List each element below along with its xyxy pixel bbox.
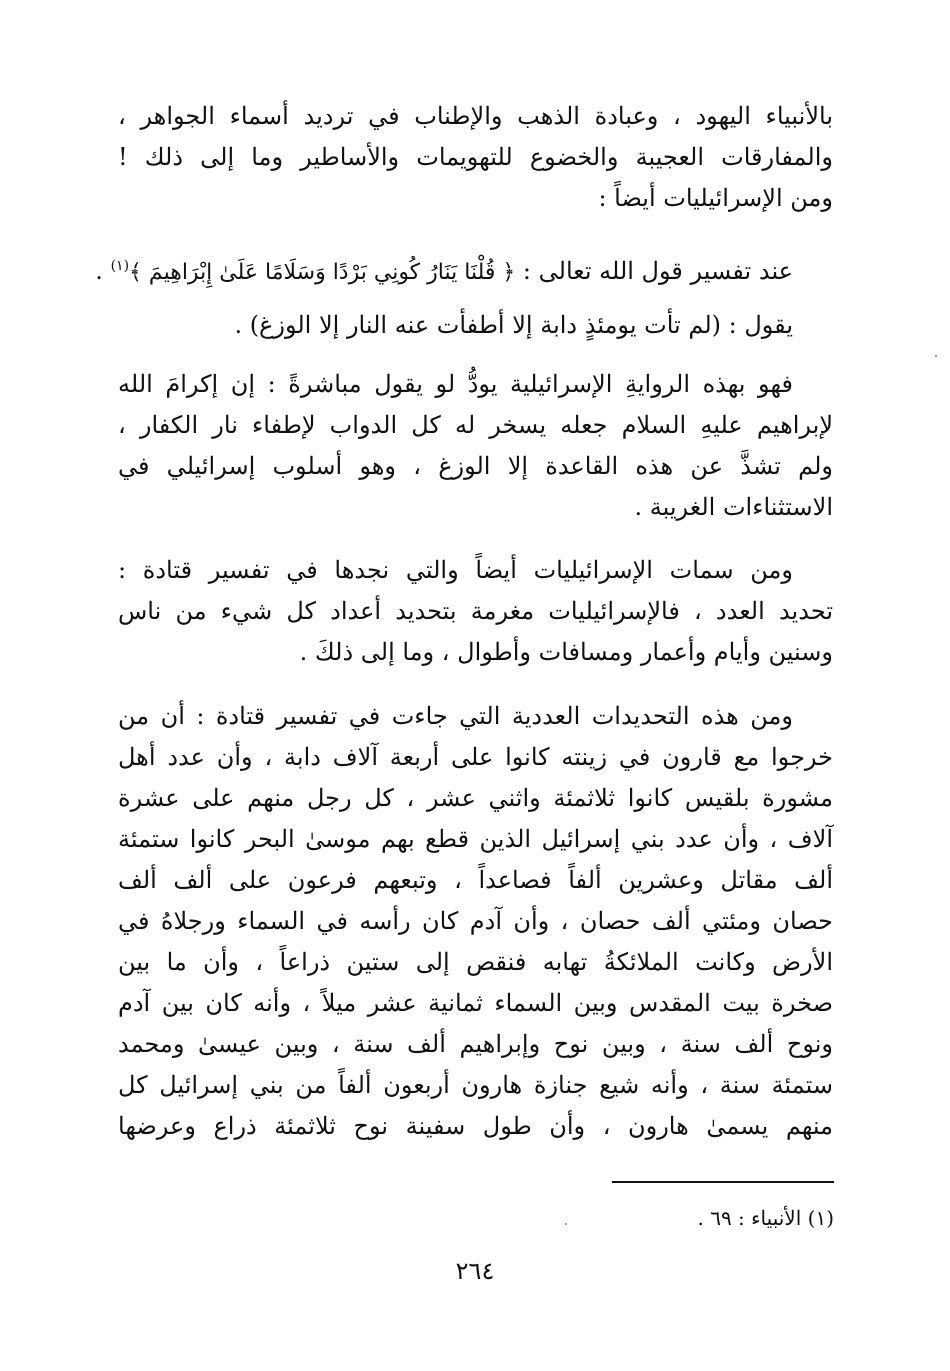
text-line: مشورة بلقيس كانوا ثلاثمئة واثني عشر ، كل رجل منهم على عشرة — [118, 784, 833, 812]
scan-speck — [565, 1223, 567, 1225]
quran-verse: ﴿ قُلْنَا يَنَارُ كُونِي بَرْدًا وَسَلَامًا عَلَىٰ إِبْرَاهِيمَ ﴾ — [129, 260, 516, 285]
scan-speck — [935, 355, 937, 357]
text-line: والمفارقات العجيبة والخضوع للتهويمات والأساطير وما إلى ذلك ! — [118, 143, 833, 171]
text-line: صخرة بيت المقدس وبين السماء ثمانية عشر ميلاً ، وأنه كان بين آدم — [118, 989, 833, 1017]
paragraph-1 — [118, 96, 833, 219]
verse-tail: . — [95, 257, 103, 285]
text-line: ونوح ألف سنة ، وبين نوح وإبراهيم ألف سنة ، وبين عيسىٰ ومحمد — [118, 1030, 833, 1058]
paragraph-2 — [95, 246, 833, 346]
paragraph-4 — [118, 550, 833, 673]
text-line: فهو بهذه الروايةِ الإسرائيلية يودُّ لو يقول مباشرةً : إن إكرامَ الله — [118, 370, 793, 398]
text-line: منهم يسمىٰ هارون ، وأن طول سفينة نوح ثلاثمئة ذراع وعرضها — [118, 1112, 833, 1140]
footnote-text: الأنبياء : ٦٩ . — [697, 1206, 802, 1230]
text-line: ولم تشذَّ عن هذه القاعدة إلا الوزغ ، وهو أسلوب إسرائيلي في — [118, 452, 833, 480]
verse-line — [95, 246, 833, 293]
text-line: وسنين وأيام وأعمار ومسافات وأطوال ، وما إلى ذلكَ . — [299, 638, 833, 666]
paragraph-5 — [118, 696, 833, 1147]
text-line: حصان ومئتي ألف حصان ، وأن آدم كان رأسه في السماء ورجلاهُ في — [118, 907, 833, 935]
text-line: يقول : (لم تأت يومئذٍ دابة إلا أطفأت عنه النار إلا الوزغ) . — [234, 311, 793, 339]
verse-intro: عند تفسير قول الله تعالى : — [522, 257, 793, 285]
text-line: ومن سمات الإسرائيليات أيضاً والتي نجدها في تفسير قتادة : — [118, 556, 793, 584]
paragraph-3 — [118, 364, 833, 528]
text-line: تحديد العدد ، فالإسرائيليات مغرمة بتحديد أعداد كل شيء من ناس — [118, 597, 833, 625]
text-line: ستمئة سنة ، وأنه شيع جنازة هارون أربعون ألفاً من بني إسرائيل كل — [118, 1071, 833, 1099]
footnote-marker: (١) — [110, 258, 130, 274]
text-line: آلاف ، وأن عدد بني إسرائيل الذين قطع بهم موسىٰ البحر كانوا ستمئة — [118, 825, 833, 853]
footnote-divider — [612, 1181, 834, 1183]
text-line: خرجوا مع قارون في زينته كانوا على أربعة آلاف دابة ، وأن عدد أهل — [118, 743, 833, 771]
text-line: ومن الإسرائيليات أيضاً : — [598, 184, 833, 212]
page-number: ٢٦٤ — [455, 1257, 495, 1285]
text-line: ألف مقاتل وعشرين ألفاً فصاعداً ، وتبعهم فرعون على ألف ألف — [118, 866, 833, 894]
text-line: بالأنبياء اليهود ، وعبادة الذهب والإطناب في ترديد أسماء الجواهر ، — [118, 102, 833, 130]
footnote — [500, 1203, 834, 1233]
text-line: الأرض وكانت الملائكةُ تهابه فنقص إلى ستين ذراعاً ، وأن ما بين — [118, 948, 834, 976]
text-line: الاستثناءات الغريبة . — [634, 493, 833, 521]
footnote-number: (١) — [807, 1206, 834, 1230]
text-line: لإبراهيم عليهِ السلام جعله يسخر له كل الدواب لإطفاء نار الكفار ، — [118, 411, 834, 439]
text-line: ومن هذه التحديدات العددية التي جاءت في تفسير قتادة : أن من — [118, 702, 793, 730]
